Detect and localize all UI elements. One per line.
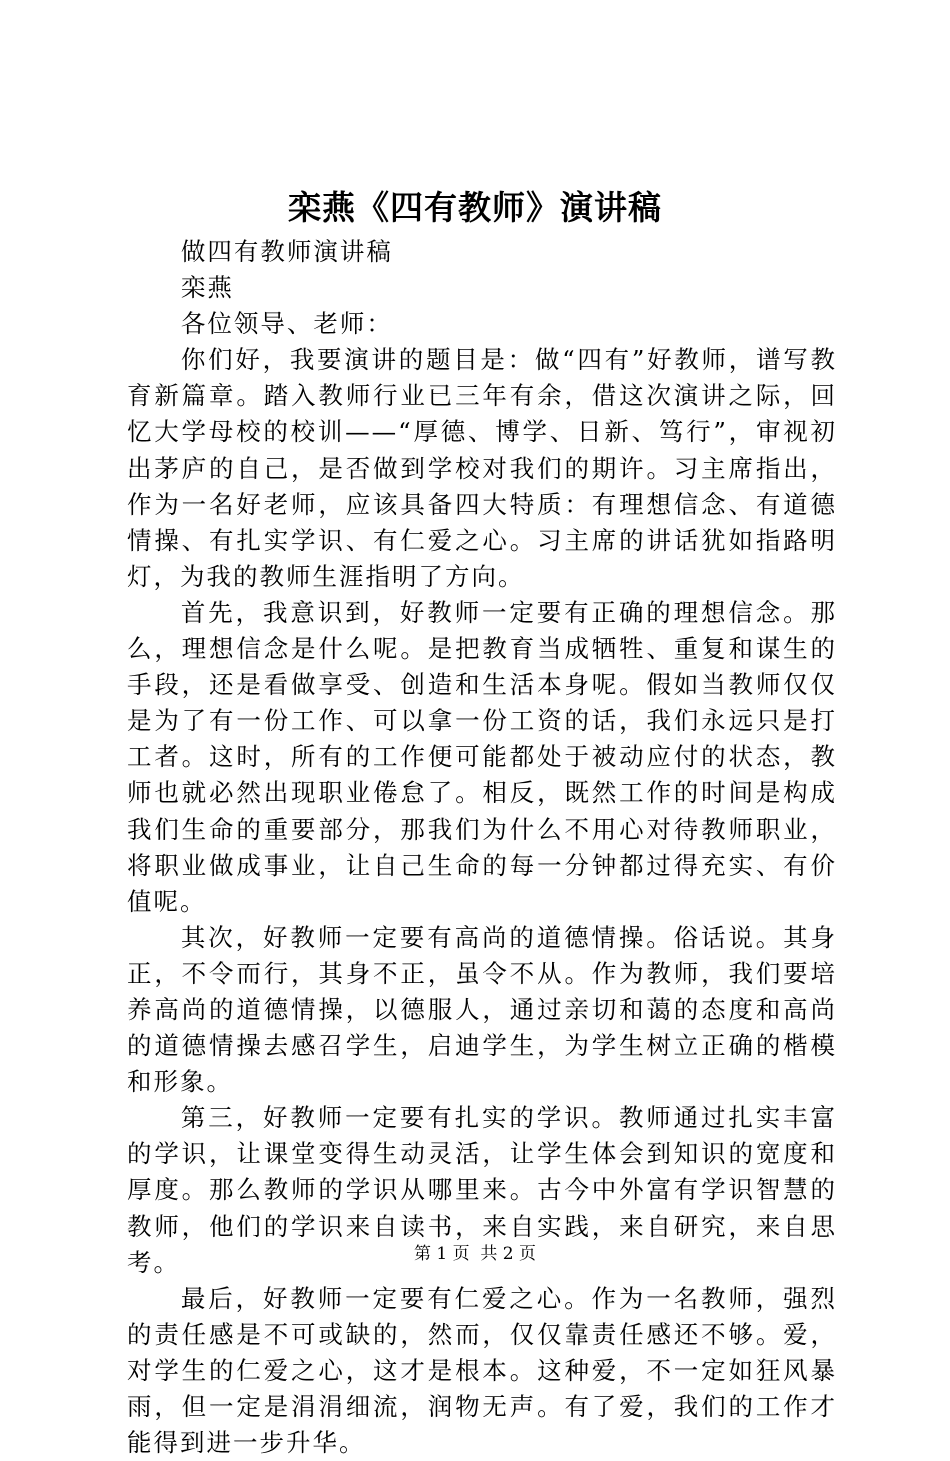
body-paragraph-third: 第三，好教师一定要有扎实的学识。教师通过扎实丰富的学识，让课堂变得生动灵活，让学生体会到知识的宽度和厚度。那么教师的学识从哪里来。古今中外富有学识智慧的教师，他们的学识来自读书，来自实践，来自研究，来自思考。 (127, 1103, 837, 1277)
page-footer (0, 1242, 950, 1266)
body-paragraph-intro: 你们好，我要演讲的题目是：做“四有”好教师，谱写教育新篇章。踏入教师行业已三年有余，借这次演讲之际，回忆大学母校的校训——“厚德、博学、日新、笃行”，审视初出茅庐的自己，是否做到学校对我们的期许。习主席指出，作为一名好老师，应该具备四大特质：有理想信念、有道德情操、有扎实学识、有仁爱之心。习主席的讲话犹如指路明灯，为我的教师生涯指明了方向。 (127, 345, 837, 591)
speech-subtitle: 做四有教师演讲稿 (180, 237, 393, 266)
speaker-name: 栾燕 (180, 273, 234, 303)
document-title: 栾燕《四有教师》演讲稿 (288, 188, 662, 227)
document-body (127, 234, 837, 1461)
body-paragraph-first: 首先，我意识到，好教师一定要有正确的理想信念。那么，理想信念是什么呢。是把教育当成牺牲、重复和谋生的手段，还是看做享受、创造和生活本身呢。假如当教师仅仅是为了有一份工作、可以拿一份工资的话，我们永远只是打工者。这时，所有的工作便可能都处于被动应付的状态，教师也就必然出现职业倦怠了。相反，既然工作的时间是构成我们生命的重要部分，那我们为什么不用心对待教师职业，将职业做成事业，让自己生命的每一分钟都过得充实、有价值呢。 (127, 597, 837, 916)
body-paragraph-second: 其次，好教师一定要有高尚的道德情操。俗话说。其身正，不令而行，其身不正，虽令不从。作为教师，我们要培养高尚的道德情操，以德服人，通过亲切和蔼的态度和高尚的道德情操去感召学生，启迪学生，为学生树立正确的楷模和形象。 (127, 922, 837, 1097)
body-paragraph-last: 最后，好教师一定要有仁爱之心。作为一名教师，强烈的责任感是不可或缺的，然而，仅仅靠责任感还不够。爱，对学生的仁爱之心，这才是根本。这种爱，不一定如狂风暴雨，但一定是涓涓细流，润物无声。有了爱，我们的工作才能得到进一步升华。 (127, 1283, 837, 1458)
page-number-label: 第 1 页 共 2 页 (413, 1244, 537, 1264)
salutation: 各位领导、老师： (180, 309, 393, 339)
